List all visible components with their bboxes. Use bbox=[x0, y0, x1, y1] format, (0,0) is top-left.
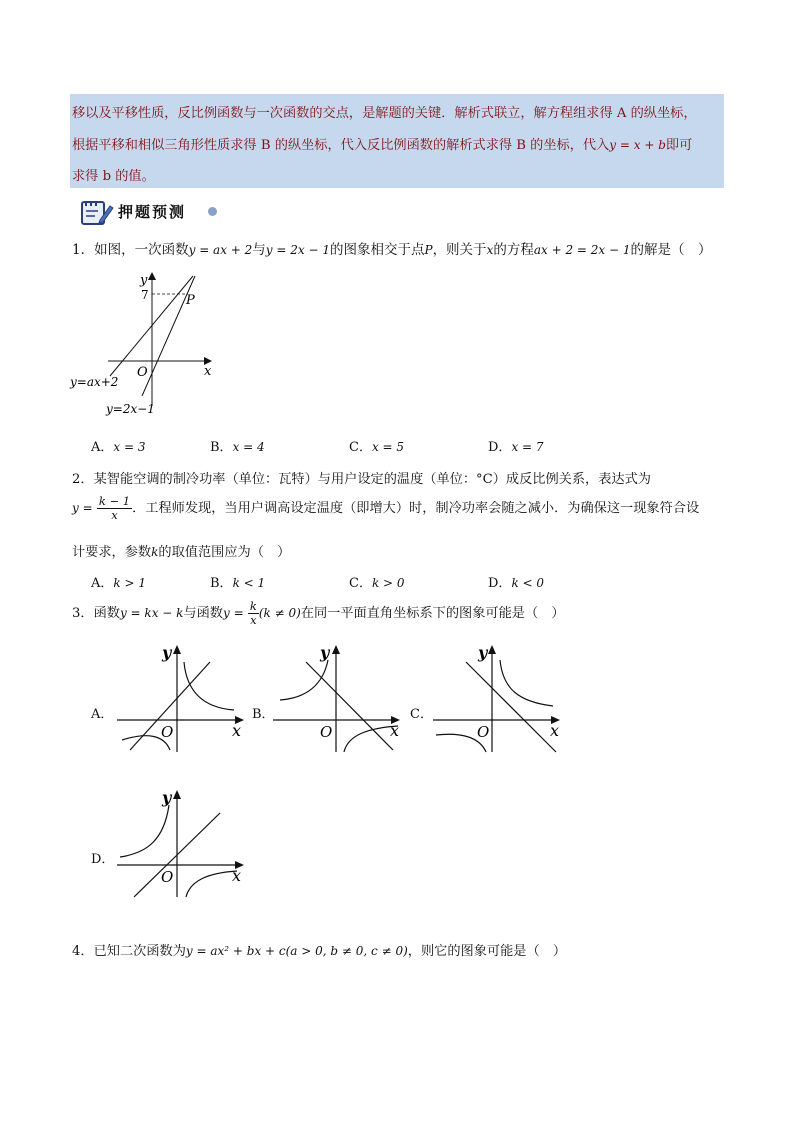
q3-math-1: y = kx − k bbox=[119, 606, 184, 620]
q1-option-a-label: A． bbox=[91, 440, 114, 455]
q3c-y-label: y bbox=[478, 643, 488, 662]
q3-fraction-numerator: k bbox=[249, 599, 257, 613]
notepad-pencil-icon bbox=[80, 198, 114, 226]
q2-stem-line-2 bbox=[72, 495, 699, 522]
note-line-1: 移以及平移性质，反比例函数与一次函数的交点，是解题的关键．解析式联立，解方程组求得 A 的纵坐标， bbox=[72, 106, 697, 121]
q2-option-b[interactable] bbox=[210, 572, 265, 591]
q2-option-a-value: k > 1 bbox=[113, 576, 146, 590]
q3d-origin-label: O bbox=[161, 868, 174, 886]
q4-stem bbox=[72, 940, 566, 959]
q1-figure bbox=[68, 266, 218, 418]
q3-number: 3． bbox=[72, 606, 94, 621]
q2-text-3b: 的取值范围应为（ ） bbox=[158, 545, 291, 560]
q2-stem-line-3 bbox=[72, 541, 290, 560]
q1-option-c[interactable] bbox=[349, 436, 404, 455]
q3c-x-label: x bbox=[550, 721, 560, 740]
q1-option-b-value: x = 4 bbox=[232, 440, 265, 454]
q3-graph-d[interactable] bbox=[112, 785, 252, 900]
q2-fraction-numerator: k − 1 bbox=[98, 494, 131, 508]
q1-math-3: P bbox=[424, 243, 433, 257]
q1-option-b-label: B． bbox=[210, 440, 233, 455]
q3b-hyperbola-q2 bbox=[280, 660, 328, 700]
q1-line2-label: y=2x−1 bbox=[106, 402, 155, 416]
q2-option-b-value: k < 1 bbox=[232, 576, 266, 590]
q3-graph-a[interactable] bbox=[112, 640, 252, 755]
q2-option-c[interactable] bbox=[349, 572, 405, 591]
q1-p-label: P bbox=[186, 293, 195, 308]
q1-seven-label: 7 bbox=[141, 288, 149, 302]
q3b-x-label: x bbox=[390, 721, 400, 740]
section-title: 押题预测 bbox=[118, 203, 187, 221]
q1-option-d-label: D． bbox=[488, 440, 512, 455]
q2-number: 2． bbox=[72, 472, 94, 487]
q3b-y-label: y bbox=[320, 643, 330, 662]
q1-number: 1． bbox=[72, 242, 95, 258]
q2-option-d-value: k < 0 bbox=[511, 576, 545, 590]
note-line-2-math: y = x + b bbox=[609, 138, 666, 152]
q1-math-5: ax + 2 = 2x − 1 bbox=[533, 243, 631, 257]
q1-text-6: 的解是（ ） bbox=[630, 242, 712, 258]
note-line-2 bbox=[72, 134, 692, 153]
q1-text-4: ，则关于 bbox=[432, 242, 487, 258]
q1-math-1: y = ax + 2 bbox=[188, 243, 253, 257]
q1-option-d[interactable] bbox=[488, 436, 544, 455]
q2-option-b-label: B． bbox=[210, 576, 233, 591]
q3b-origin-label: O bbox=[320, 723, 333, 741]
q4-math-1: y = ax² + bx + c(a > 0, b ≠ 0, c ≠ 0) bbox=[185, 944, 408, 958]
q2-math-k: k bbox=[151, 545, 159, 559]
q3-option-c-label[interactable]: C． bbox=[410, 707, 433, 722]
q3-math-condition: (k ≠ 0) bbox=[258, 606, 301, 620]
q3d-y-label: y bbox=[162, 788, 172, 807]
q1-text-2: 与 bbox=[252, 242, 266, 258]
q3-graph-c[interactable] bbox=[428, 640, 568, 755]
q2-option-c-value: k > 0 bbox=[371, 576, 405, 590]
q4-number: 4． bbox=[72, 944, 94, 959]
q4-text-1: 已知二次函数为 bbox=[93, 944, 186, 959]
q2-option-d-label: D． bbox=[488, 576, 512, 591]
q3a-y-label: y bbox=[162, 643, 172, 662]
solution-note bbox=[70, 94, 724, 188]
q1-x-label: x bbox=[204, 364, 212, 379]
q1-text-1: 如图，一次函数 bbox=[94, 242, 189, 258]
q3-text-2: 与函数 bbox=[183, 606, 223, 621]
q3a-hyperbola-q1 bbox=[184, 662, 234, 710]
q2-fraction bbox=[97, 495, 132, 522]
q2-text-1: 某智能空调的制冷功率（单位：瓦特）与用户设定的温度（单位：°C）成反比例关系，表达式为 bbox=[93, 472, 651, 487]
q3c-origin-label: O bbox=[477, 723, 490, 741]
q1-text-5: 的方程 bbox=[493, 242, 534, 258]
q3-option-b-label[interactable]: B． bbox=[252, 707, 275, 722]
q3a-origin-label: O bbox=[161, 723, 174, 741]
q3-option-d-label[interactable]: D． bbox=[91, 852, 115, 867]
title-dot bbox=[208, 207, 217, 216]
q1-stem bbox=[72, 238, 712, 258]
q1-option-d-value: x = 7 bbox=[511, 440, 544, 454]
q2-option-c-label: C． bbox=[349, 576, 372, 591]
q4-text-2: ，则它的图象可能是（ ） bbox=[407, 944, 567, 959]
q2-option-a-label: A． bbox=[91, 576, 114, 591]
q3-fraction-denominator: x bbox=[250, 613, 257, 627]
q1-text-3: 的图象相交于点 bbox=[329, 242, 425, 258]
note-line-2-tail: 即可 bbox=[665, 138, 693, 153]
q3-fraction bbox=[248, 600, 259, 627]
note-line-2-text: 根据平移和相似三角形性质求得 B 的纵坐标，代入反比例函数的解析式求得 B 的坐标，代入 bbox=[72, 138, 610, 153]
q2-option-d[interactable] bbox=[488, 572, 544, 591]
q2-text-3a: 计要求，参数 bbox=[72, 545, 152, 560]
q3d-hyperbola-q2 bbox=[120, 805, 169, 857]
q1-y-label: y bbox=[140, 273, 148, 288]
q3-graph-b[interactable] bbox=[268, 640, 408, 755]
q1-option-a[interactable] bbox=[91, 436, 145, 455]
q3d-x-label: x bbox=[232, 866, 242, 885]
q1-y-arrow bbox=[148, 272, 156, 280]
q1-option-c-value: x = 5 bbox=[371, 440, 405, 454]
q3a-x-label: x bbox=[232, 721, 242, 740]
q3-stem bbox=[72, 600, 565, 627]
q2-stem-line-1 bbox=[72, 468, 651, 487]
q3-text-1: 函数 bbox=[93, 606, 120, 621]
q2-text-2: ．工程师发现，当用户调高设定温度（即增大）时，制冷功率会随之减小．为确保这一现象符合设 bbox=[132, 501, 700, 516]
q3c-hyperbola-q1 bbox=[500, 660, 553, 706]
q3-math-y-equals: y = bbox=[222, 606, 244, 620]
q1-math-4: x bbox=[486, 243, 494, 257]
q1-origin-label: O bbox=[137, 365, 148, 380]
q1-math-2: y = 2x − 1 bbox=[265, 243, 330, 257]
note-line-3: 求得 b 的值。 bbox=[72, 169, 155, 184]
q2-fraction-denominator: x bbox=[111, 508, 118, 522]
q3-option-a-label[interactable]: A． bbox=[91, 707, 114, 722]
q2-y-equals: y = bbox=[72, 501, 93, 515]
q3d-hyperbola-q4 bbox=[186, 871, 237, 897]
q3-text-3: 在同一平面直角坐标系下的图象可能是（ ） bbox=[300, 606, 565, 621]
q1-option-c-label: C． bbox=[349, 440, 372, 455]
q1-line1-label: y=ax+2 bbox=[70, 375, 119, 389]
q1-option-b[interactable] bbox=[210, 436, 265, 455]
q2-option-a[interactable] bbox=[91, 572, 146, 591]
q1-option-a-value: x = 3 bbox=[113, 440, 146, 454]
